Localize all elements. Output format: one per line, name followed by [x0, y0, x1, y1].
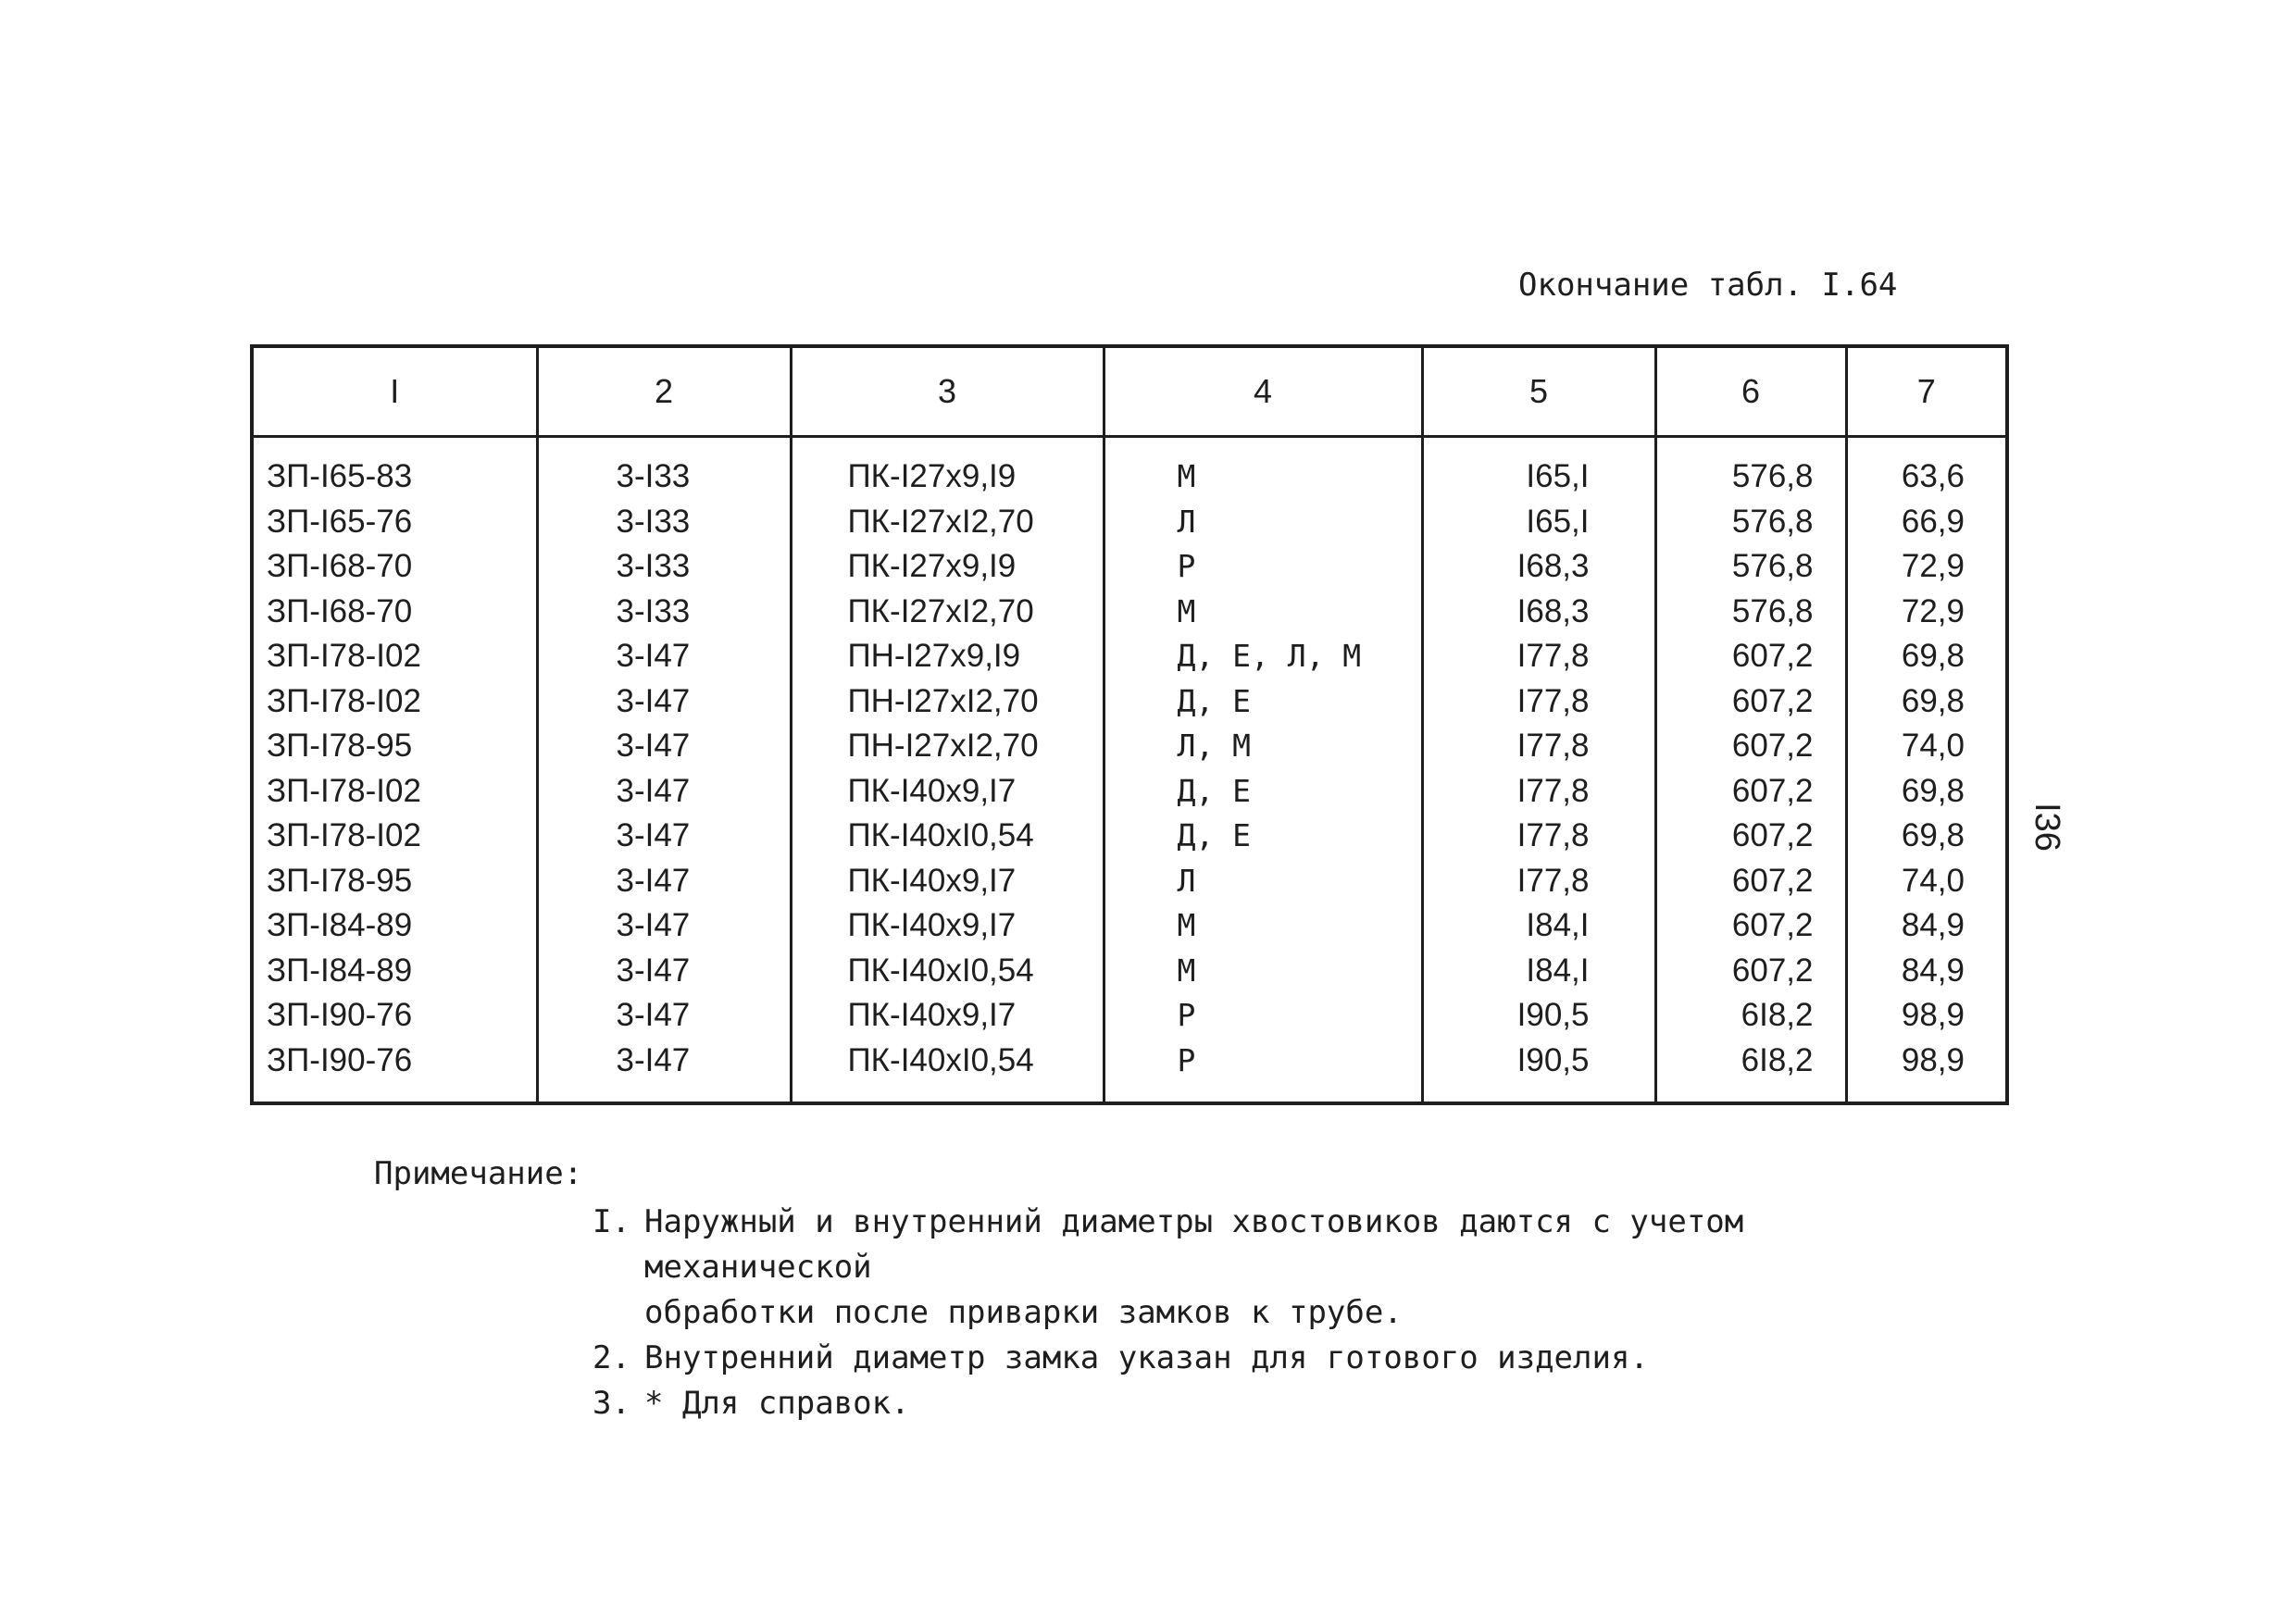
table-cell: 72,9 [1901, 548, 1965, 584]
table-cell: 84,9 [1901, 907, 1965, 943]
note-text: Внутренний диаметр замка указан для готового изделия. [644, 1339, 1649, 1376]
table-cell: 607,2 [1731, 638, 1814, 674]
table-cell: ПК-I40x9,I7 [847, 862, 1017, 899]
table-cell: 576,8 [1731, 592, 1814, 629]
table-cell: 69,8 [1901, 682, 1965, 719]
table-cell: Д, Е [1177, 682, 1251, 719]
table-cell: 607,2 [1731, 728, 1814, 764]
table-cell: ЗП-I78-I02 [267, 817, 421, 853]
table-cell: 3-I47 [616, 952, 691, 989]
note-text: * Для справок. [644, 1385, 910, 1422]
column-header: 6 [1655, 348, 1846, 437]
table-cell: 3-I47 [616, 772, 691, 809]
table-cell: ПК-I40xI0,54 [847, 817, 1034, 853]
table-cell: 3-I47 [616, 682, 691, 719]
table-cell: 3-I47 [616, 862, 691, 899]
table-cell: 3-I47 [616, 1041, 691, 1078]
table-cell: ПК-I27xI2,70 [847, 503, 1034, 540]
column-5 [1422, 437, 1655, 1102]
table-cell: М [1177, 952, 1196, 989]
table-cell: ЗП-I78-95 [267, 728, 413, 764]
table-cell: 576,8 [1731, 503, 1814, 540]
table-cell: 576,8 [1731, 458, 1814, 494]
table-cell: 607,2 [1731, 862, 1814, 899]
table-cell: Р [1177, 1041, 1196, 1078]
table-cell: 98,9 [1901, 997, 1965, 1033]
table-cell: 69,8 [1901, 817, 1965, 853]
table-cell: 3-I47 [616, 728, 691, 764]
spec-table [250, 344, 2009, 1105]
table-caption: Окончание табл. I.64 [1518, 267, 1898, 304]
table-cell: 607,2 [1731, 682, 1814, 719]
table-cell: М [1177, 458, 1196, 494]
table-cell: 607,2 [1731, 817, 1814, 853]
note-text: Наружный и внутренний диаметры хвостовиков даются с учетом механической [644, 1203, 1744, 1286]
table-cell: ЗП-I65-83 [267, 458, 413, 494]
table-cell: Р [1177, 997, 1196, 1033]
table-cell: 3-I47 [616, 638, 691, 674]
table-cell: 3-I33 [616, 548, 691, 584]
table-cell: ПК-I40xI0,54 [847, 1041, 1034, 1078]
table-cell: 3-I33 [616, 592, 691, 629]
table-cell: М [1177, 592, 1196, 629]
table-cell: I90,5 [1516, 997, 1590, 1033]
table-cell: I68,3 [1516, 592, 1590, 629]
table-cell: 74,0 [1901, 862, 1965, 899]
note-item [593, 1381, 1981, 1426]
table-cell: I68,3 [1516, 548, 1590, 584]
table-cell: 66,9 [1901, 503, 1965, 540]
table-cell: 3-I47 [616, 817, 691, 853]
table-cell: I77,8 [1516, 772, 1590, 809]
column-header: 3 [791, 348, 1104, 437]
table-cell: 3-I47 [616, 907, 691, 943]
note-item [593, 1200, 1981, 1290]
table-cell: 3-I47 [616, 997, 691, 1033]
table-cell: Д, Е [1177, 817, 1251, 853]
table-cell: 607,2 [1731, 952, 1814, 989]
table-cell: I77,8 [1516, 638, 1590, 674]
note-text-continuation: обработки после приварки замков к трубе. [644, 1294, 1403, 1331]
table-cell: ПН-I27xI2,70 [847, 682, 1039, 719]
table-cell: 3-I33 [616, 458, 691, 494]
table-cell: ЗП-I68-70 [267, 548, 413, 584]
table-cell: ЗП-I78-95 [267, 862, 413, 899]
table-cell: I65,I [1526, 503, 1590, 540]
column-3 [791, 437, 1104, 1102]
table-cell: I77,8 [1516, 817, 1590, 853]
table-cell: ЗП-I78-I02 [267, 638, 421, 674]
note-number: 3. [593, 1385, 630, 1422]
table-cell: 98,9 [1901, 1041, 1965, 1078]
table-cell: ПК-I27x9,I9 [847, 458, 1017, 494]
table-cell: ПК-I40x9,I7 [847, 772, 1017, 809]
table-cell: 72,9 [1901, 592, 1965, 629]
table-cell: 69,8 [1901, 772, 1965, 809]
table-cell: 69,8 [1901, 638, 1965, 674]
column-4 [1104, 437, 1422, 1102]
table-cell: Д, Е [1177, 772, 1251, 809]
table-cell: ПК-I40x9,I7 [847, 997, 1017, 1033]
page-number: I36 [2027, 803, 2066, 852]
table-cell: 84,9 [1901, 952, 1965, 989]
note-item [593, 1336, 1981, 1381]
column-6 [1655, 437, 1846, 1102]
table-cell: I90,5 [1516, 1041, 1590, 1078]
table-cell: I77,8 [1516, 728, 1590, 764]
column-header: 4 [1104, 348, 1422, 437]
table-cell: Л [1177, 503, 1196, 540]
table-cell: ПК-I40xI0,54 [847, 952, 1034, 989]
table-cell: ЗП-I78-I02 [267, 682, 421, 719]
column-header: 7 [1846, 348, 2005, 437]
column-header: 2 [537, 348, 791, 437]
table-cell: Л, М [1177, 728, 1251, 764]
table-body [254, 437, 2005, 1102]
table-cell: 63,6 [1901, 458, 1965, 494]
table-cell: ЗП-I90-76 [267, 997, 413, 1033]
table-cell: 607,2 [1731, 772, 1814, 809]
table-cell: 6I8,2 [1741, 997, 1814, 1033]
table-cell: ЗП-I68-70 [267, 592, 413, 629]
note-number: I. [593, 1203, 630, 1240]
table-cell: ПК-I27x9,I9 [847, 548, 1017, 584]
table-cell: Д, Е, Л, М [1177, 638, 1362, 674]
table-cell: М [1177, 907, 1196, 943]
table-cell: ЗП-I84-89 [267, 907, 413, 943]
table-cell: ПН-I27xI2,70 [847, 728, 1039, 764]
table-cell: 3-I33 [616, 503, 691, 540]
table-cell: 6I8,2 [1741, 1041, 1814, 1078]
table-cell: ЗП-I78-I02 [267, 772, 421, 809]
table-cell: I65,I [1526, 458, 1590, 494]
notes-list [593, 1200, 1981, 1426]
note-number: 2. [593, 1339, 630, 1376]
table-cell: 576,8 [1731, 548, 1814, 584]
table-cell: ПК-I27xI2,70 [847, 592, 1034, 629]
column-2 [537, 437, 791, 1102]
column-7 [1846, 437, 2005, 1102]
table-cell: 607,2 [1731, 907, 1814, 943]
column-header: I [254, 348, 537, 437]
column-1 [254, 437, 537, 1102]
table-cell: ЗП-I65-76 [267, 503, 413, 540]
column-header: 5 [1422, 348, 1655, 437]
table-cell: ПН-I27x9,I9 [847, 638, 1021, 674]
table-cell: Р [1177, 548, 1196, 584]
table-cell: ЗП-I90-76 [267, 1041, 413, 1078]
table-cell: 74,0 [1901, 728, 1965, 764]
table-cell: I84,I [1526, 907, 1590, 943]
table-cell: ПК-I40x9,I7 [847, 907, 1017, 943]
table-cell: Л [1177, 862, 1196, 899]
table-cell: I77,8 [1516, 862, 1590, 899]
table-cell: I84,I [1526, 952, 1590, 989]
table-cell: I77,8 [1516, 682, 1590, 719]
table-cell: ЗП-I84-89 [267, 952, 413, 989]
header-row [254, 348, 2005, 437]
notes-title: Примечание: [374, 1155, 583, 1192]
